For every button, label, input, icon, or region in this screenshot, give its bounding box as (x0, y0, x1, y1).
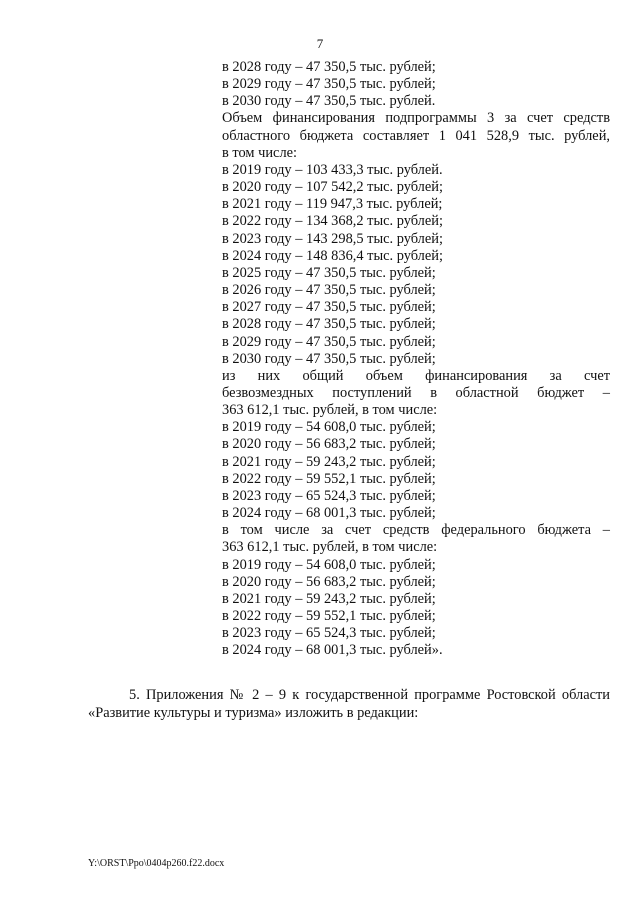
year-line: в 2021 году – 119 947,3 тыс. рублей; (222, 196, 443, 213)
financing-block (222, 59, 610, 659)
year-line: в 2023 году – 65 524,3 тыс. рублей; (222, 625, 436, 642)
section-5-line: «Развитие культуры и туризма» изложить в редакции: (88, 705, 419, 721)
year-line: в 2024 году – 68 001,3 тыс. рублей». (222, 642, 443, 659)
year-line: в 2024 году – 148 836,4 тыс. рублей; (222, 247, 443, 264)
gratuitous-paragraph-line: из них общий объем финансирования за счет (222, 367, 610, 384)
federal-paragraph-line: 363 612,1 тыс. рублей, в том числе: (222, 539, 438, 556)
year-line: в 2024 году – 68 001,3 тыс. рублей; (222, 505, 436, 522)
subprogram3-paragraph-line: в том числе: (222, 144, 298, 161)
year-line: в 2019 году – 103 433,3 тыс. рублей. (222, 161, 443, 178)
subprogram3-paragraph-line: Объем финансирования подпрограммы 3 за счет средств (222, 110, 610, 127)
year-line: в 2025 году – 47 350,5 тыс. рублей; (222, 264, 436, 281)
year-line: в 2022 году – 59 552,1 тыс. рублей; (222, 470, 436, 487)
year-line: в 2029 году – 47 350,5 тыс. рублей; (222, 333, 436, 350)
year-line: в 2019 году – 54 608,0 тыс. рублей; (222, 556, 436, 573)
gratuitous-paragraph-line: безвозмездных поступлений в областной бюджет – (222, 384, 610, 401)
year-line: в 2030 году – 47 350,5 тыс. рублей. (222, 93, 436, 110)
year-line: в 2020 году – 56 683,2 тыс. рублей; (222, 573, 436, 590)
year-line: в 2019 году – 54 608,0 тыс. рублей; (222, 419, 436, 436)
year-line: в 2026 году – 47 350,5 тыс. рублей; (222, 282, 436, 299)
year-line: в 2022 году – 134 368,2 тыс. рублей; (222, 213, 443, 230)
section-5 (88, 686, 610, 722)
footer-file-path: Y:\ORST\Ppo\0404p260.f22.docx (88, 858, 225, 869)
gratuitous-paragraph-line: 363 612,1 тыс. рублей, в том числе: (222, 402, 438, 419)
year-line: в 2023 году – 65 524,3 тыс. рублей; (222, 487, 436, 504)
year-line: в 2020 году – 107 542,2 тыс. рублей; (222, 179, 443, 196)
year-line: в 2028 году – 47 350,5 тыс. рублей; (222, 316, 436, 333)
subprogram3-paragraph-line: областного бюджета составляет 1 041 528,9 тыс. рублей, (222, 127, 610, 144)
year-line: в 2022 году – 59 552,1 тыс. рублей; (222, 608, 436, 624)
year-line: в 2020 году – 56 683,2 тыс. рублей; (222, 436, 436, 453)
year-line: в 2028 году – 47 350,5 тыс. рублей; (222, 59, 436, 75)
year-line: в 2021 году – 59 243,2 тыс. рублей; (222, 453, 436, 470)
year-line: в 2023 году – 143 298,5 тыс. рублей; (222, 230, 443, 247)
page-number: 7 (316, 36, 324, 51)
year-line: в 2029 году – 47 350,5 тыс. рублей; (222, 76, 436, 93)
federal-paragraph-line: в том числе за счет средств федерального бюджета – (222, 522, 610, 539)
section-5-line: 5. Приложения № 2 – 9 к государственной программе Ростовской области (129, 687, 610, 703)
year-line: в 2021 году – 59 243,2 тыс. рублей; (222, 590, 436, 607)
year-line: в 2027 году – 47 350,5 тыс. рублей; (222, 299, 436, 316)
year-line: в 2030 году – 47 350,5 тыс. рублей; (222, 350, 436, 367)
